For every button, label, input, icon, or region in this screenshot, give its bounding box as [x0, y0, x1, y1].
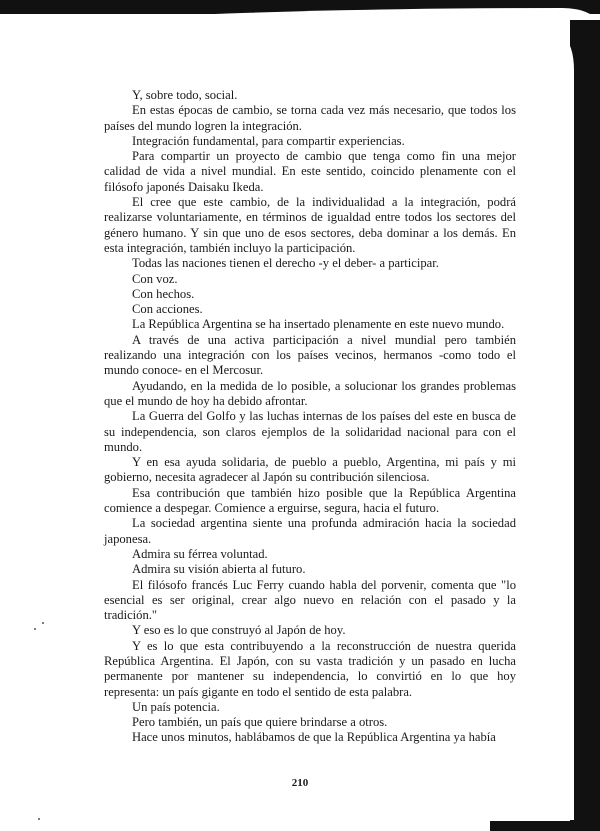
paragraph: Con acciones.: [132, 302, 203, 317]
scan-page-edge-right: [564, 40, 574, 820]
paragraph: La Guerra del Golfo y las luchas internas de los países del este en busca de su independencia, son claros ejemplos de la solidaridad nacional para con el mundo.: [104, 409, 516, 454]
paragraph: Con hechos.: [132, 286, 195, 301]
paragraph: Y eso es lo que construyó al Japón de hoy.: [132, 623, 346, 638]
scan-speck: [38, 818, 40, 820]
paragraph: El cree que este cambio, de la individualidad a la integración, podrá realizarse voluntariamente, en términos de igualdad entre todos los sectores del género humano. Y sin que uno de esos sectores, deba dominar a los demás. En esta integración, también incluyo la participación.: [104, 195, 516, 255]
paragraph: Con voz.: [132, 271, 178, 286]
paragraph: En estas épocas de cambio, se torna cada vez más necesario, que todos los países del mundo logren la integración.: [104, 103, 516, 133]
paragraph: A través de una activa participación a nivel mundial pero también realizando una integración con los países vecinos, hermanos -como todo el mundo conoce- en el Mercosur.: [104, 332, 516, 378]
paragraph: Un país potencia.: [132, 699, 220, 714]
paragraph: Ayudando, en la medida de lo posible, a solucionar los grandes problemas que el mundo de hoy ha debido afrontar.: [104, 378, 516, 408]
paragraph: La sociedad argentina siente una profunda admiración hacia la sociedad japonesa.: [104, 516, 516, 546]
paragraph: Esa contribución que también hizo posible que la República Argentina comience a despegar. Comience a erguirse, segura, hacia el futuro.: [104, 485, 516, 516]
scan-speck: [42, 622, 44, 624]
page-number: 210: [291, 777, 309, 789]
body-text: [104, 88, 516, 746]
paragraph: Para compartir un proyecto de cambio que tenga como fin una mejor calidad de vida a nivel mundial. En este sentido, coincido plenamente con el filósofo japonés Daisaku Ikeda.: [104, 149, 516, 194]
paragraph: Y, sobre todo, social.: [132, 88, 238, 102]
paragraph: Todas las naciones tienen el derecho -y el deber- a participar.: [132, 256, 439, 271]
paragraph: Y es lo que esta contribuyendo a la reconstrucción de nuestra querida República Argentina. El Japón, con su vasta tradición y un pasado en lucha permanente por mantener su independencia, lo convirtió en lo que hoy representa: un país gigante en todo el sentido de esta palabra.: [104, 638, 516, 699]
paragraph: Pero también, un país que quiere brindarse a otros.: [132, 715, 388, 730]
paragraph: El filósofo francés Luc Ferry cuando habla del porvenir, comenta que "lo esencial es ser original, crear algo nuevo en relación con el pasado y la tradición.": [104, 577, 516, 623]
scan-speck: [34, 628, 36, 630]
scan-border-right: [570, 20, 600, 831]
paragraph: Hace unos minutos, hablábamos de que la República Argentina ya había: [132, 730, 496, 745]
paragraph: La República Argentina se ha insertado plenamente en este nuevo mundo.: [132, 317, 505, 332]
paragraph: Admira su férrea voluntad.: [132, 546, 268, 561]
paragraph: Integración fundamental, para compartir experiencias.: [132, 133, 405, 148]
scan-border-bottom: [490, 821, 600, 831]
paragraph: Y en esa ayuda solidaria, de pueblo a pueblo, Argentina, mi país y mi gobierno, necesita agradecer al Japón su contribución silenciosa.: [104, 455, 516, 485]
paragraph: Admira su visión abierta al futuro.: [132, 562, 306, 577]
